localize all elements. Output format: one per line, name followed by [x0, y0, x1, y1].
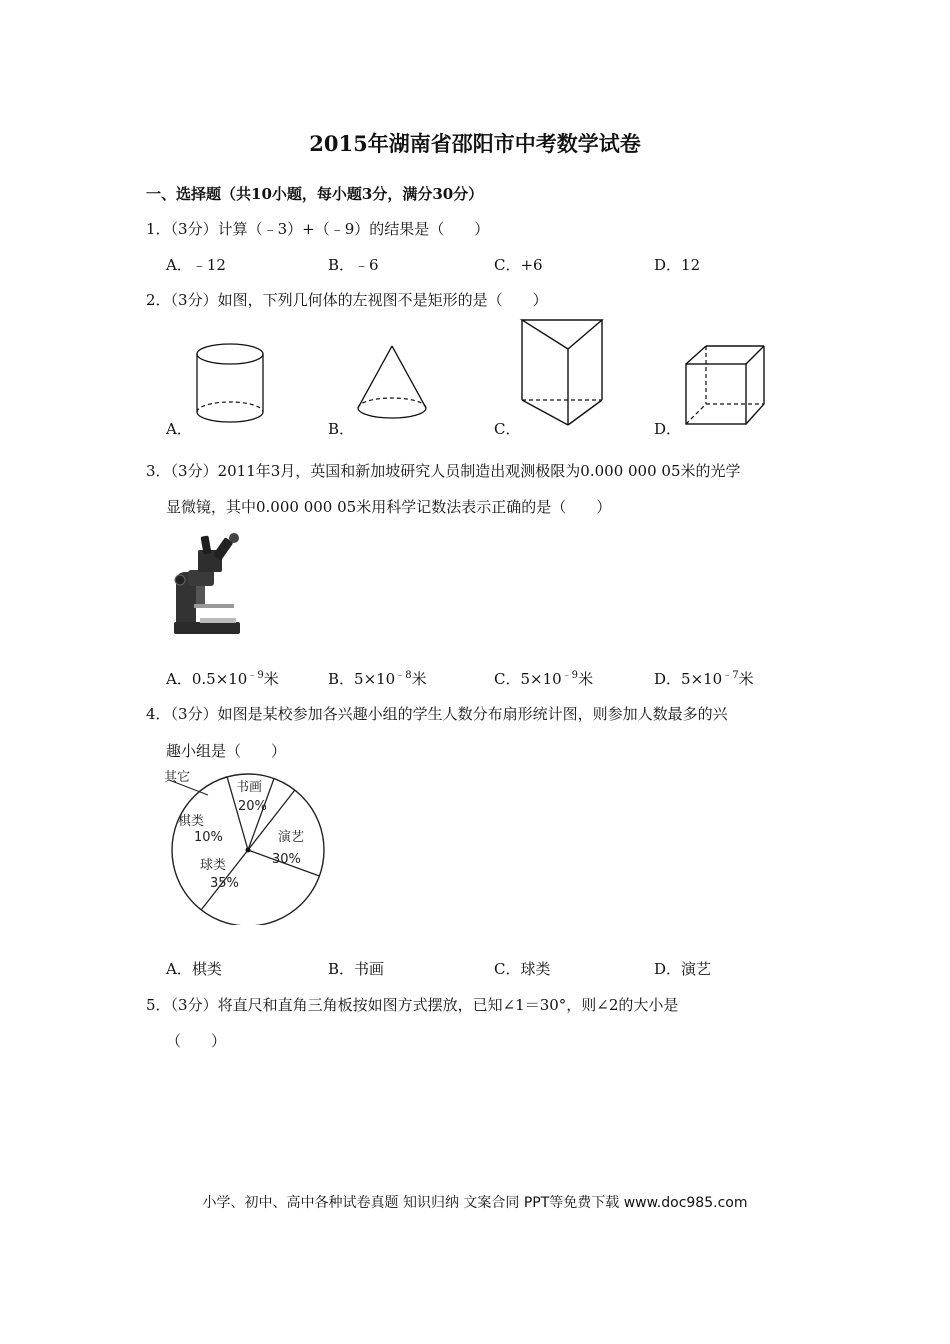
cone-icon [350, 340, 440, 430]
q4-option-b: B．书画 [328, 960, 385, 978]
q1-option-b: B．﹣6 [328, 256, 379, 274]
q2-option-b: B． [328, 420, 355, 438]
q3-option-a: A．$0.5\times 10^{﹣9}$米 [166, 670, 279, 688]
question-1-text: 1．（3分）计算（﹣3）+（﹣9）的结果是（ ） [146, 220, 490, 238]
question-4-line1: 4．（3分）如图是某校参加各兴趣小组的学生人数分布扇形统计图，则参加人数最多的兴 [146, 705, 728, 723]
q1-option-a: A．﹣12 [166, 256, 226, 274]
question-5-line1: 5．（3分）将直尺和直角三角板按如图方式摆放，已知∠1＝30°，则∠2的大小是 [146, 996, 679, 1014]
pie-pct-performance: 30% [272, 852, 301, 867]
pie-pct-chess: 10% [194, 830, 223, 845]
q3-option-c: C．$5\times 10^{﹣9}$米 [494, 670, 594, 688]
pie-center-dot [246, 848, 251, 853]
q4-option-a: A．棋类 [166, 960, 222, 978]
pie-label-performance: 演艺 [278, 830, 305, 845]
q4-option-c: C．球类 [494, 960, 551, 978]
pie-chart [160, 765, 340, 925]
q1-option-d: D．12 [654, 256, 701, 274]
question-2-text: 2．（3分）如图，下列几何体的左视图不是矩形的是（ ） [146, 291, 548, 309]
question-3-line1: 3．（3分）2011年3月，英国和新加坡研究人员制造出观测极限为0.000 000 05米的光学 [146, 462, 741, 480]
q3-option-b: B．$5\times 10^{﹣8}$米 [328, 670, 427, 688]
q3-option-d: D．$5\times 10^{﹣7}$米 [654, 670, 754, 688]
pie-label-other: 其它 [164, 770, 191, 785]
triangular-prism-icon [515, 315, 610, 430]
section-heading: 一、选择题（共10小题，每小题3分，满分30分） [146, 185, 484, 203]
question-3-line2: 显微镜，其中0.000 000 05米用科学记数法表示正确的是（ ） [166, 498, 612, 516]
q1-option-c: C．+6 [494, 256, 543, 274]
q2-option-d: D． [654, 420, 682, 438]
question-5-line2: （ ） [166, 1032, 227, 1050]
pie-label-ball: 球类 [200, 858, 227, 873]
pie-label-calligraphy: 书画 [236, 780, 263, 795]
microscope-icon [166, 530, 246, 640]
q2-option-c: C． [494, 420, 521, 438]
pie-label-chess: 棋类 [178, 814, 205, 829]
question-4-line2: 趣小组是（ ） [166, 742, 287, 760]
cylinder-icon [190, 340, 270, 430]
pie-pct-calligraphy: 20% [238, 799, 267, 814]
page-title: 2015年湖南省邵阳市中考数学试卷 [309, 131, 641, 156]
page-footer: 小学、初中、高中各种试卷真题 知识归纳 文案合同 PPT等免费下载 www.doc985.com [202, 1195, 748, 1211]
q4-option-d: D．演艺 [654, 960, 712, 978]
cube-icon [682, 340, 772, 430]
pie-pct-ball: 35% [210, 876, 239, 891]
q2-option-a: A． [166, 420, 192, 438]
